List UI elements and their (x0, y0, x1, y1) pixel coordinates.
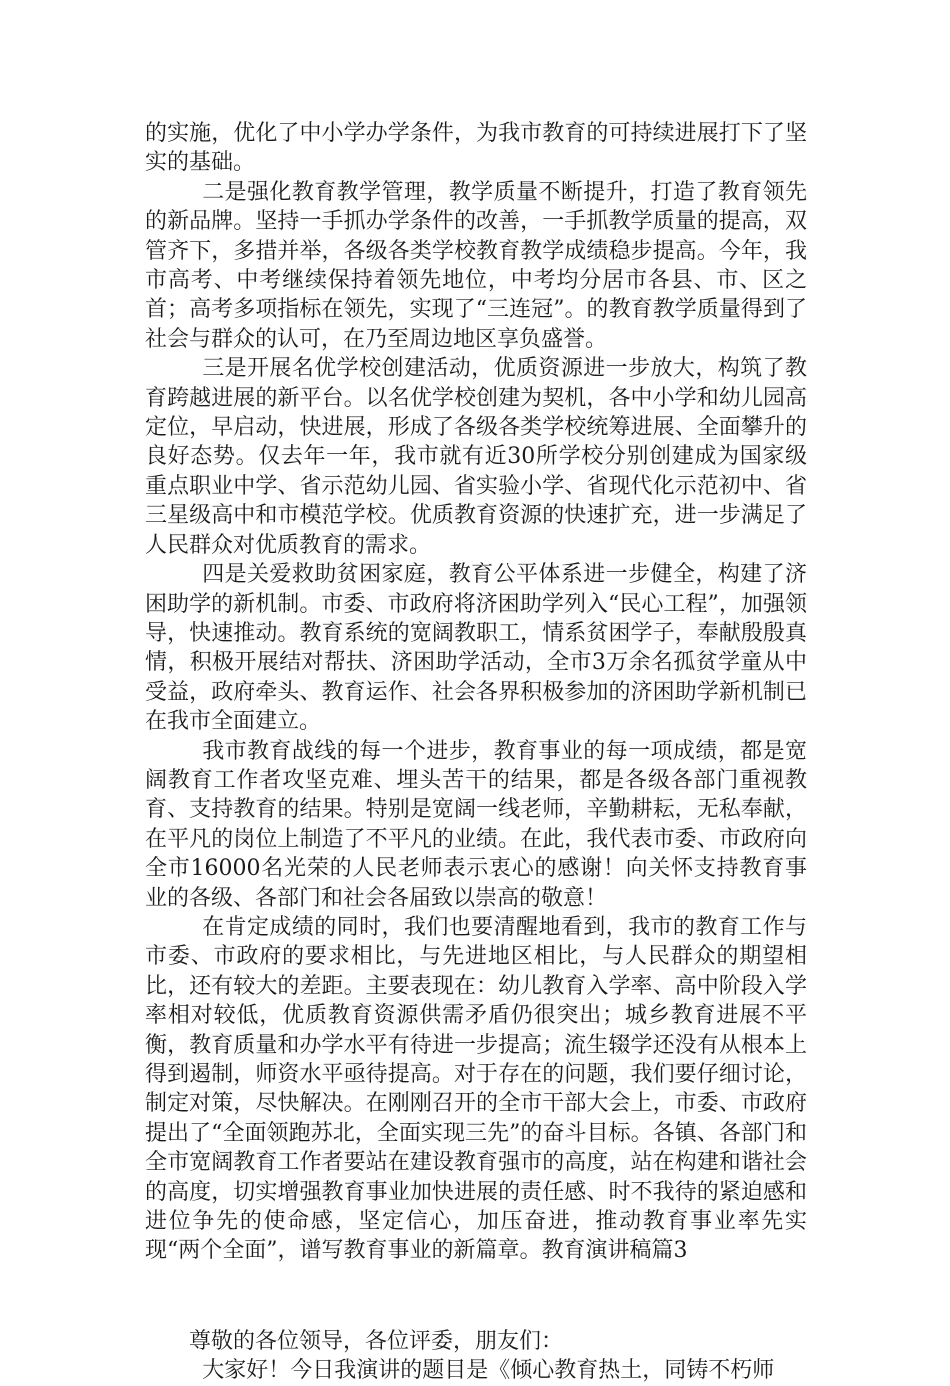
paragraph-famous-schools: 三是开展名优学校创建活动，优质资源进一步放大，构筑了教育跨越进展的新平台。以名优学校创建为契机，各中小学和幼儿园高定位，早启动，快进展，形成了各级各类学校统筹进展、全面攀升的良好态势。仅去年一年，我市就有近30所学校分别创建成为国家级重点职业中学、省示范幼儿园、省实验小学、省现代化示范初中、省三星级高中和市模范学校。优质教育资源的快速扩充，进一步满足了人民群众对优质教育的需求。 (145, 356, 807, 558)
paragraph-poverty-aid: 四是关爱救助贫困家庭，教育公平体系进一步健全，构建了济困助学的新机制。市委、市政府将济困助学列入“民心工程”，加强领导，快速推动。教育系统的宽阔教职工，情系贫困学子，奉献殷殷真情，积极开展结对帮扶、济困助学活动，全市3万余名孤贫学童从中受益，政府牵头、教育运作、社会各界积极参加的济困助学新机制已在我市全面建立。 (145, 562, 807, 735)
speech-greeting: 尊敬的各位领导，各位评委，朋友们： (189, 1328, 564, 1354)
speech-intro: 大家好！今日我演讲的题目是《倾心教育热土，同铸不朽师 (202, 1358, 775, 1384)
section-gap (145, 1266, 807, 1327)
paragraph-continuation: 的实施，优化了中小学办学条件，为我市教育的可持续进展打下了坚实的基础。 (145, 121, 807, 176)
paragraph-achievements: 我市教育战线的每一个进步，教育事业的每一项成绩，都是宽阔教育工作者攻坚克难、埋头苦干的结果，都是各级各部门重视教育、支持教育的结果。特别是宽阔一线老师，辛勤耕耘，无私奉献，在平凡的岗位上制造了不平凡的业绩。在此，我代表市委、市政府向全市16000名光荣的人民老师表示衷心的感谢！向关怀支持教育事业的各级、各部门和社会各届致以崇高的敬意！ (145, 738, 807, 911)
paragraph-gaps: 在肯定成绩的同时，我们也要清醒地看到，我市的教育工作与市委、市政府的要求相比，与先进地区相比，与人民群众的期望相比，还有较大的差距。主要表现在：幼儿教育入学率、高中阶段入学率相对较低，优质教育资源供需矛盾仍很突出；城乡教育进展不平衡，教育质量和办学水平有待进一步提高；流生辍学还没有从根本上得到遏制，师资水平亟待提高。对于存在的问题，我们要仔细讨论，制定对策，尽快解决。在刚刚召开的全市干部大会上，市委、市政府提出了“全面领跑苏北，全面实现三先”的奋斗目标。各镇、各部门和全市宽阔教育工作者要站在建设教育强市的高度，站在构建和谐社会的高度，切实增强教育事业加快进展的责任感、时不我待的紧迫感和进位争先的使命感，坚定信心，加压奋进，推动教育事业率先实现“两个全面”，谱写教育事业的新篇章。教育演讲稿篇3 (145, 914, 807, 1264)
paragraph-teaching-quality: 二是强化教育教学管理，教学质量不断提升，打造了教育领先的新品牌。坚持一手抓办学条件的改善，一手抓教学质量的提高，双管齐下，多措并举，各级各类学校教育教学成绩稳步提高。今年，我市高考、中考继续保持着领先地位，中考均分居市各县、市、区之首；高考多项指标在领先，实现了“三连冠”。的教育教学质量得到了社会与群众的认可，在乃至周边地区享负盛誉。 (145, 179, 807, 352)
document-body (145, 119, 807, 1386)
